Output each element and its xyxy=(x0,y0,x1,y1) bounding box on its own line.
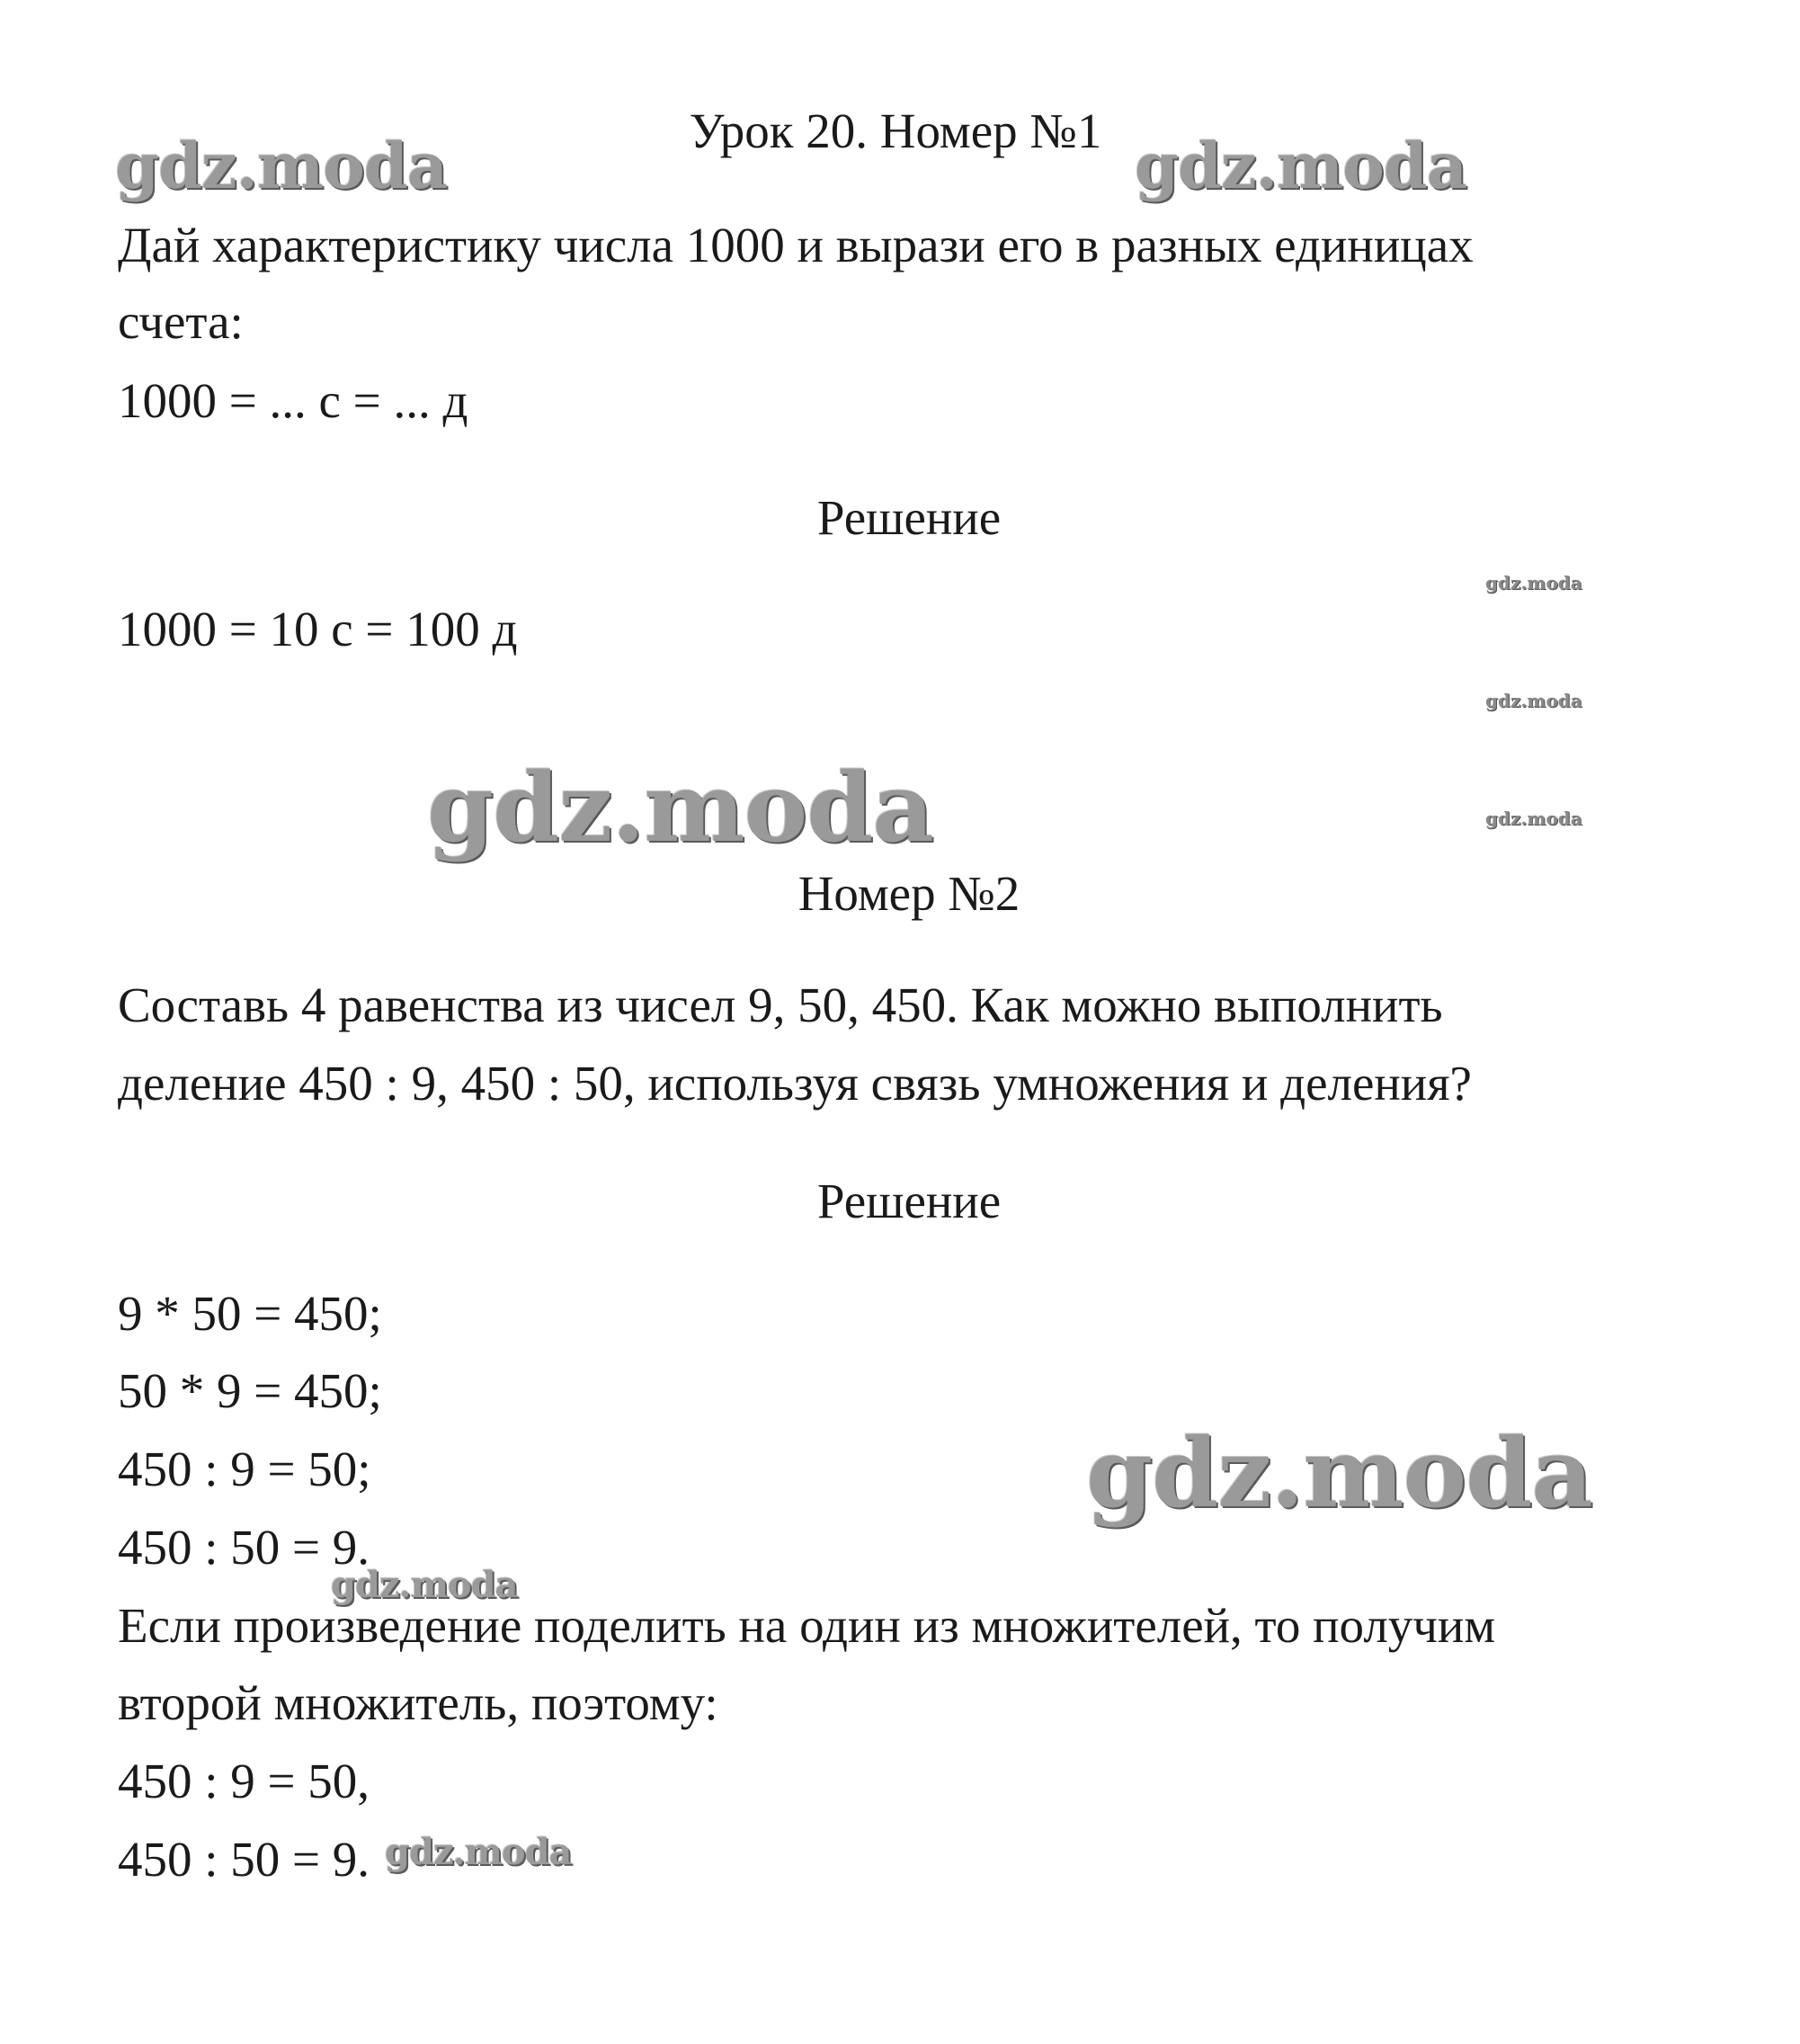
task1-answer: 1000 = 10 с = 100 д xyxy=(118,602,518,656)
watermark-logo: gdz.moda xyxy=(1485,808,1582,829)
watermark-logo: gdz.moda xyxy=(385,1831,572,1873)
task2-equation: 50 * 9 = 450; xyxy=(118,1363,382,1418)
watermark-logo: gdz.moda xyxy=(1135,129,1467,203)
task2-solution-heading: Решение xyxy=(816,1174,1002,1228)
page-title: Урок 20. Номер №1 xyxy=(689,103,1102,158)
watermark-logo: gdz.moda xyxy=(115,129,448,203)
task1-question-line: 1000 = ... с = ... д xyxy=(118,373,468,428)
task2-final-equation: 450 : 9 = 50, xyxy=(118,1754,370,1808)
watermark-logo: gdz.moda xyxy=(427,751,933,863)
task1-solution-heading: Решение xyxy=(816,490,1002,545)
watermark-logo: gdz.moda xyxy=(331,1564,518,1606)
task2-equation: 450 : 9 = 50; xyxy=(118,1442,371,1496)
watermark-logo: gdz.moda xyxy=(1485,572,1582,594)
task2-equation: 450 : 50 = 9. xyxy=(118,1520,370,1575)
task2-equation: 9 * 50 = 450; xyxy=(118,1286,382,1341)
task2-explanation-line: Если произведение поделить на один из множителей, то получим xyxy=(118,1598,1496,1653)
task1-question-line: счета: xyxy=(118,294,244,349)
task1-question-line: Дай характеристику числа 1000 и вырази его в разных единицах xyxy=(118,218,1474,272)
watermark-logo: gdz.moda xyxy=(1485,690,1582,711)
task2-question-line: Составь 4 равенства из чисел 9, 50, 450. Как можно выполнить xyxy=(118,977,1443,1032)
task2-question-line: деление 450 : 9, 450 : 50, используя связь умножения и деления? xyxy=(118,1056,1472,1111)
watermark-logo: gdz.moda xyxy=(1086,1416,1592,1529)
task2-explanation-line: второй множитель, поэтому: xyxy=(118,1675,718,1730)
task2-title: Номер №2 xyxy=(798,866,1020,921)
task2-final-equation: 450 : 50 = 9. xyxy=(118,1832,370,1887)
